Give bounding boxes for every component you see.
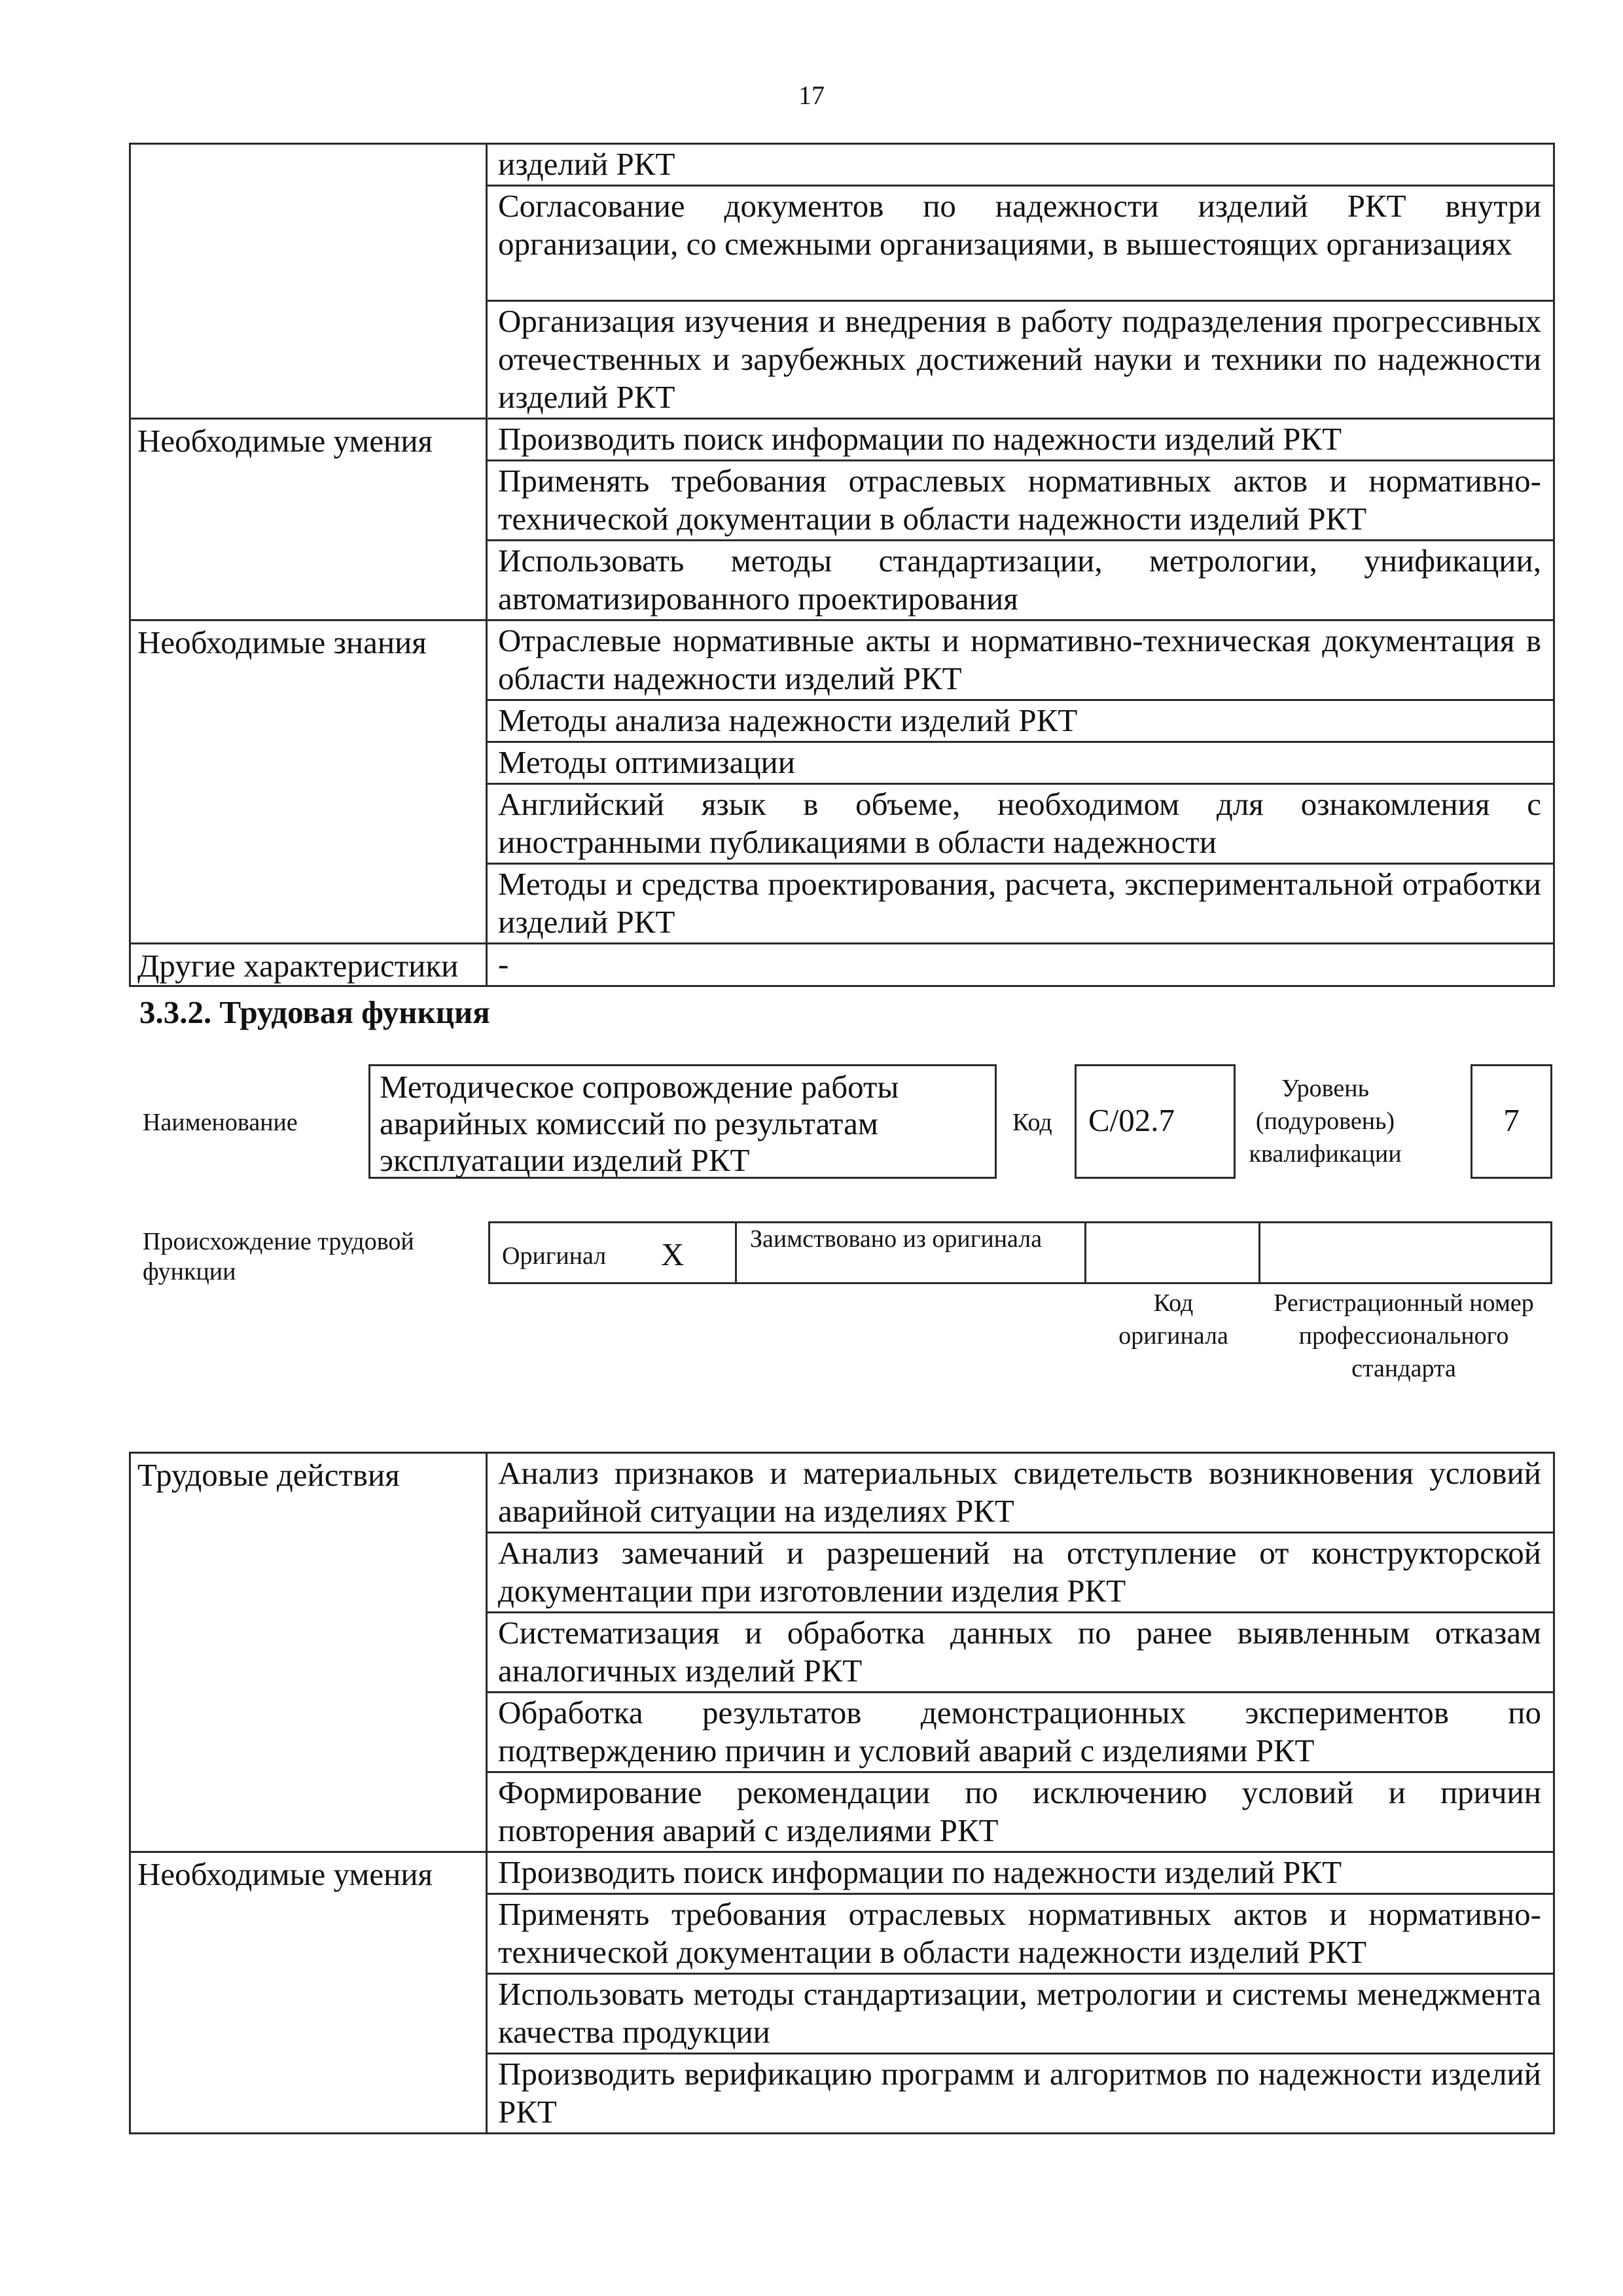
function-name-box: Методическое сопровождение работы аварийных комиссий по результатам эксплуатации изделий РКТ [368, 1064, 997, 1179]
labor-function-table [129, 1452, 1555, 2134]
cell-text: Обработка результатов демонстрационных экспериментов по подтверждению причин и условий аварий с изделиями РКТ [487, 1693, 1554, 1772]
qualification-level-label: Уровень (подуровень) квалификации [1249, 1075, 1402, 1168]
cell-text: Методы оптимизации [487, 742, 1554, 784]
page-number: 17 [798, 81, 825, 110]
cell-text: изделий РКТ [487, 144, 1554, 186]
row-label-required-skills: Необходимые умения [130, 1852, 487, 2134]
cell-text: Применять требования отраслевых нормативных актов и нормативно-технической документации в области надежности изделий РКТ [487, 1894, 1554, 1974]
function-code-box: C/02.7 [1075, 1064, 1236, 1179]
code-label: Код [1012, 1109, 1052, 1136]
table-row [130, 1852, 1554, 1894]
original-label: Оригинал [502, 1242, 607, 1270]
cell-text: Использовать методы стандартизации, метрологии и системы менеджмента качества продукции [487, 1974, 1554, 2054]
borrowed-label: Заимствовано из оригинала [750, 1225, 1043, 1253]
registration-number-cell [1258, 1221, 1552, 1284]
cell-text: Отраслевые нормативные акты и нормативно-техническая документация в области надежности изделий РКТ [487, 620, 1554, 700]
table-row [130, 620, 1554, 700]
cell-text: Систематизация и обработка данных по ранее выявленным отказам аналогичных изделий РКТ [487, 1613, 1554, 1693]
original-code-caption: Код оригинала [1118, 1289, 1228, 1350]
original-mark: X [661, 1236, 685, 1272]
name-label: Наименование [143, 1109, 298, 1136]
cell-text: Организация изучения и внедрения в работу подразделения прогрессивных отечественных и зарубежных достижений науки и техники по надежности изделий РКТ [487, 301, 1554, 419]
table-row [130, 144, 1554, 186]
qualification-level-box: 7 [1471, 1064, 1552, 1179]
cell-text: Английский язык в объеме, необходимом для ознакомления с иностранными публикациями в области надежности [487, 784, 1554, 864]
row-label-labor-actions: Трудовые действия [130, 1453, 487, 1852]
row-label-required-knowledge: Необходимые знания [130, 620, 487, 944]
cell-text: Производить поиск информации по надежности изделий РКТ [487, 419, 1554, 461]
table-row [130, 944, 1554, 986]
cell-text: Согласование документов по надежности изделий РКТ внутри организации, со смежными организациями, в вышестоящих организациях [487, 186, 1554, 301]
original-code-cell [1084, 1221, 1260, 1284]
row-label [130, 144, 487, 419]
cell-text: Методы и средства проектирования, расчета, экспериментальной отработки изделий РКТ [487, 864, 1554, 944]
cell-text: Методы анализа надежности изделий РКТ [487, 700, 1554, 742]
registration-number-caption: Регистрационный номер профессионального стандарта [1274, 1289, 1534, 1382]
table-row [130, 1453, 1554, 1533]
section-heading: 3.3.2. Трудовая функция [139, 994, 490, 1030]
cell-text: Производить верификацию программ и алгоритмов по надежности изделий РКТ [487, 2054, 1554, 2134]
row-label-other: Другие характеристики [130, 944, 487, 986]
cell-text: Производить поиск информации по надежности изделий РКТ [487, 1852, 1554, 1894]
table-row [130, 419, 1554, 461]
cell-text: Анализ замечаний и разрешений на отступление от конструкторской документации при изготовлении изделия РКТ [487, 1533, 1554, 1613]
competency-table-continued [129, 143, 1555, 987]
row-label-required-skills: Необходимые умения [130, 419, 487, 620]
origin-label: Происхождение трудовой функции [143, 1228, 414, 1285]
cell-text: Анализ признаков и материальных свидетельств возникновения условий аварийной ситуации на изделиях РКТ [487, 1453, 1554, 1533]
cell-text: - [487, 944, 1554, 986]
cell-text: Формирование рекомендации по исключению условий и причин повторения аварий с изделиями РКТ [487, 1772, 1554, 1852]
cell-text: Использовать методы стандартизации, метрологии, унификации, автоматизированного проектирования [487, 541, 1554, 620]
cell-text: Применять требования отраслевых нормативных актов и нормативно-технической документации в области надежности изделий РКТ [487, 461, 1554, 541]
